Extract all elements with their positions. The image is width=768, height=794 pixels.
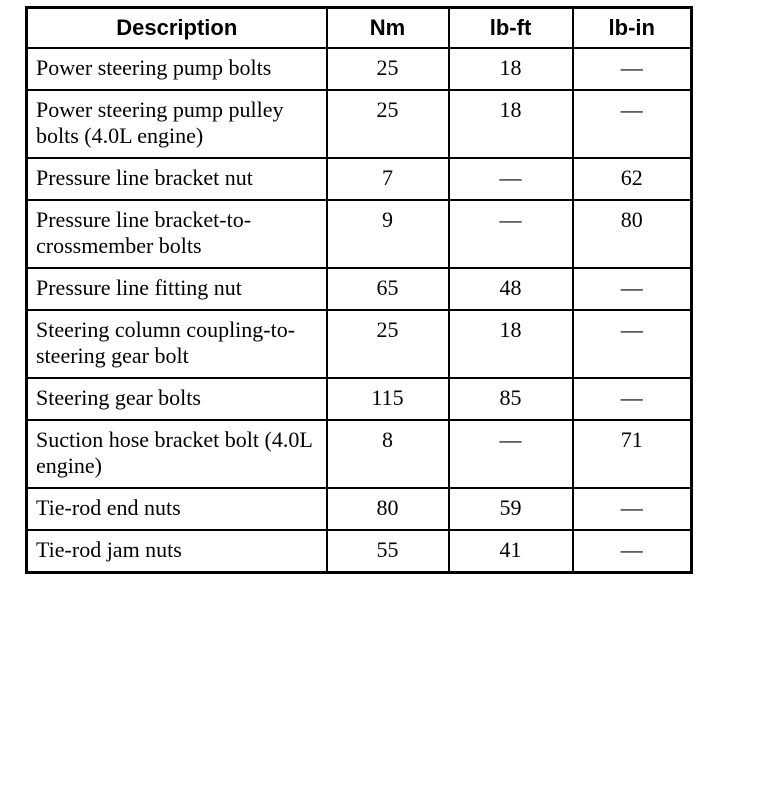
cell-nm: 55 bbox=[327, 530, 449, 573]
table-row bbox=[27, 200, 692, 268]
cell-nm: 7 bbox=[327, 158, 449, 200]
cell-description: Pressure line bracket nut bbox=[27, 158, 327, 200]
column-header-description: Description bbox=[27, 8, 327, 49]
cell-description: Pressure line fitting nut bbox=[27, 268, 327, 310]
cell-lbft: 85 bbox=[449, 378, 573, 420]
cell-nm: 9 bbox=[327, 200, 449, 268]
cell-lbin: — bbox=[573, 90, 692, 158]
cell-lbft: 59 bbox=[449, 488, 573, 530]
column-header-lbin: lb-in bbox=[573, 8, 692, 49]
cell-lbin: — bbox=[573, 488, 692, 530]
cell-description: Power steering pump bolts bbox=[27, 48, 327, 90]
cell-nm: 25 bbox=[327, 48, 449, 90]
cell-description: Tie-rod jam nuts bbox=[27, 530, 327, 573]
torque-spec-table bbox=[25, 6, 693, 574]
cell-nm: 80 bbox=[327, 488, 449, 530]
header-row bbox=[27, 8, 692, 49]
cell-lbin: — bbox=[573, 310, 692, 378]
cell-lbin: 71 bbox=[573, 420, 692, 488]
cell-lbin: 80 bbox=[573, 200, 692, 268]
column-header-lbft: lb-ft bbox=[449, 8, 573, 49]
table-row bbox=[27, 158, 692, 200]
cell-lbft: — bbox=[449, 200, 573, 268]
cell-description: Steering gear bolts bbox=[27, 378, 327, 420]
table-row bbox=[27, 420, 692, 488]
cell-nm: 65 bbox=[327, 268, 449, 310]
cell-description: Suction hose bracket bolt (4.0L engine) bbox=[27, 420, 327, 488]
cell-lbft: 41 bbox=[449, 530, 573, 573]
cell-lbft: 48 bbox=[449, 268, 573, 310]
cell-lbft: — bbox=[449, 158, 573, 200]
cell-nm: 115 bbox=[327, 378, 449, 420]
cell-description: Tie-rod end nuts bbox=[27, 488, 327, 530]
cell-lbft: 18 bbox=[449, 48, 573, 90]
cell-lbin: — bbox=[573, 268, 692, 310]
cell-lbin: 62 bbox=[573, 158, 692, 200]
cell-description: Power steering pump pulley bolts (4.0L engine) bbox=[27, 90, 327, 158]
cell-lbin: — bbox=[573, 378, 692, 420]
cell-lbft: 18 bbox=[449, 90, 573, 158]
table-row bbox=[27, 268, 692, 310]
cell-description: Steering column coupling-to-steering gear bolt bbox=[27, 310, 327, 378]
cell-nm: 25 bbox=[327, 90, 449, 158]
table-row bbox=[27, 310, 692, 378]
cell-description: Pressure line bracket-to-crossmember bolts bbox=[27, 200, 327, 268]
table-row bbox=[27, 530, 692, 573]
table-row bbox=[27, 488, 692, 530]
table-row bbox=[27, 378, 692, 420]
cell-lbft: 18 bbox=[449, 310, 573, 378]
cell-lbft: — bbox=[449, 420, 573, 488]
column-header-nm: Nm bbox=[327, 8, 449, 49]
cell-nm: 25 bbox=[327, 310, 449, 378]
table-row bbox=[27, 48, 692, 90]
cell-nm: 8 bbox=[327, 420, 449, 488]
cell-lbin: — bbox=[573, 48, 692, 90]
table-row bbox=[27, 90, 692, 158]
cell-lbin: — bbox=[573, 530, 692, 573]
